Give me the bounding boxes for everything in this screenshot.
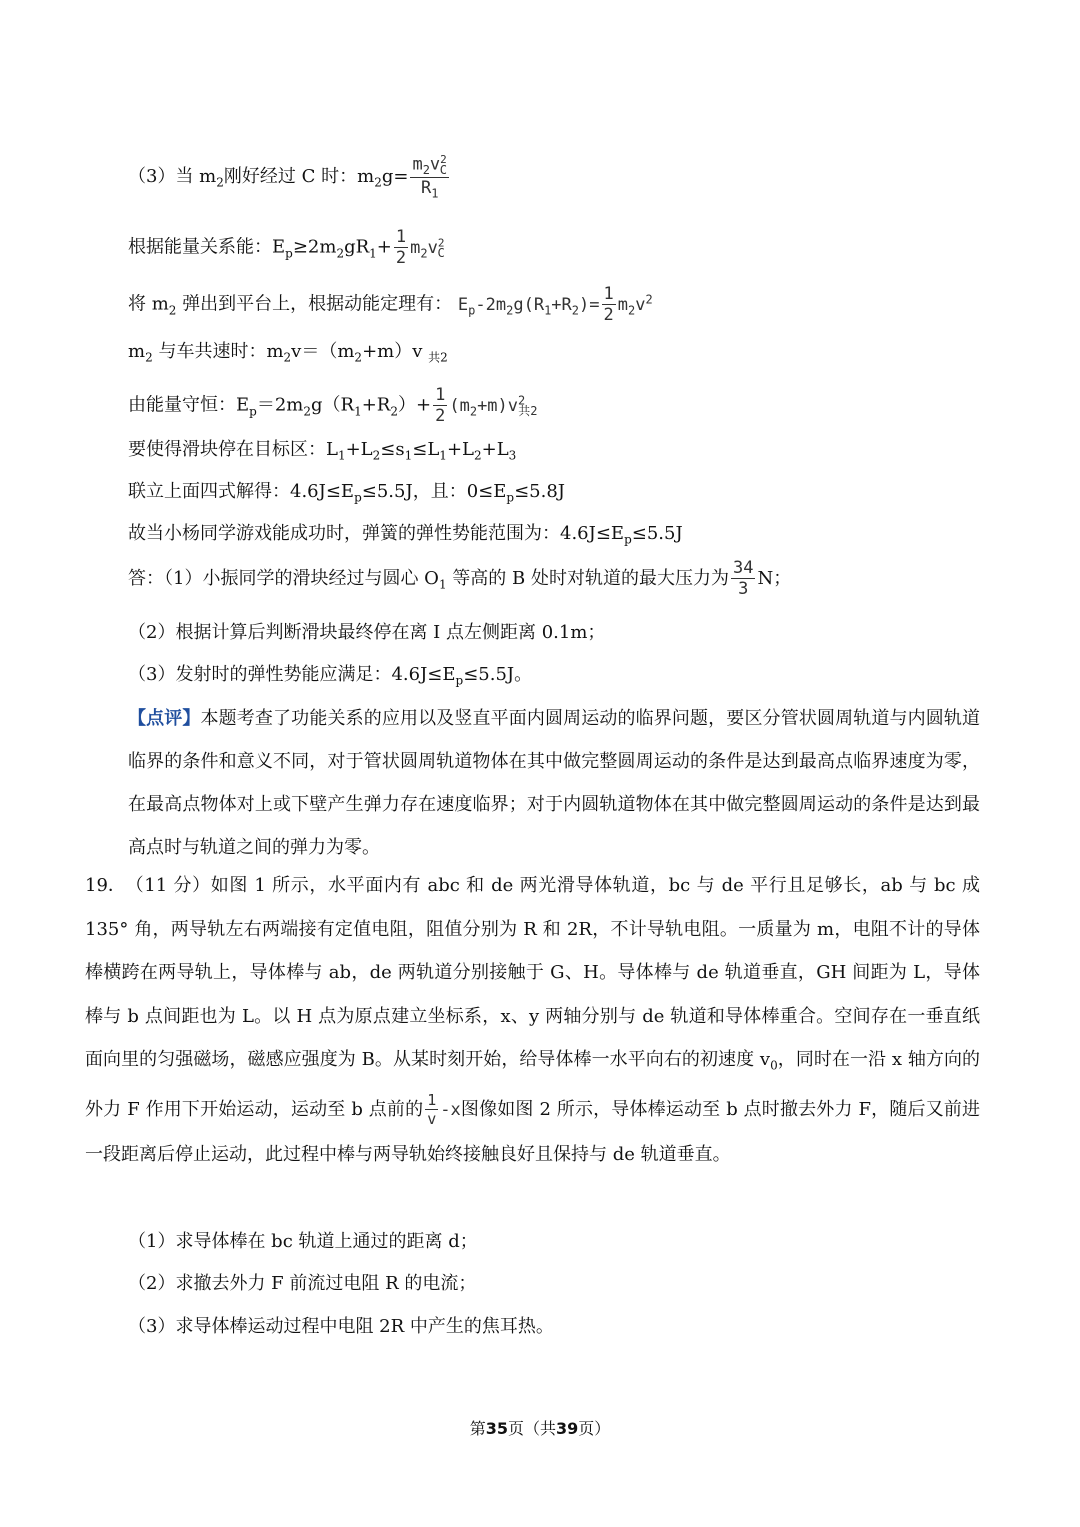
review-tag: 【点评】: [128, 708, 201, 729]
sub-question-1: （1）求导体棒在 bc 轨道上通过的距离 d；: [128, 1231, 478, 1252]
line-4: $m_2$ 与车共速时：$m_2v=(m_2+m)v$ $_{共2}$: [128, 341, 448, 365]
line-5: 由能量守恒：$E_p=2m_2g(R_1+R_2)+$ $\frac{1}{2}$ $(m_2+m)v^2_{共2}$: [128, 384, 538, 426]
fraction-1-over-v: $\frac{1}{v}$: [427, 1091, 437, 1129]
line-2: 根据能量关系能：$E_p\ge 2m_2gR_1+$ $\frac{1}{2}$ $m_2v^2_C$: [128, 226, 445, 268]
line-10: （2）根据计算后判断滑块最终停在离 I 点左侧距离 0.1m；: [128, 622, 606, 643]
question-number: 19．: [85, 875, 126, 896]
line-6: 要使得滑块停在目标区：$L_1+L_2\le s_1\le L_1+L_2+L_3$: [128, 439, 517, 463]
question-19: 19．（11 分）如图 1 所示，水平面内有 abc 和 de 两光滑导体轨道，bc 与 de 平行且足够长，ab 与 bc 成 135° 角，两导轨左右两端接有定值电阻，阻值分别为 R 和 2R，不计导轨电阻。一质量为 m，电阻不计的导体棒横跨在两导轨上，导体棒与 ab，de 两轨道分别接触于 G、H。导体棒与 de 轨道垂直，GH 间距为 L，导体棒与 b 点间距也为 L。以 H 点为原点建立坐标系，x、y 两轴分别与 de 轨道和导体棒重合。空间存在一垂直纸面向里的匀强磁场，磁感应强度为 B。从某时刻开始，给导体棒一水平向右的初速度 $v_0$，同时在一沿 x 轴方向的外力 F 作用下开始运动，运动至 b 点前的 $\frac{1}{v}$ -x图像如图 2 所示，导体棒运动至 b 点时撤去外力 F，随后又前进一段距离后停止运动，此过程中棒与两导轨始终接触良好且保持与 de 轨道垂直。: [85, 864, 980, 1176]
line-1: （3）当 $m_2$刚好经过 C 时：$m_2g=$ $\frac{m_2v^2_C}{R_1}$: [128, 153, 448, 201]
fraction-half: $\frac{1}{2}$: [395, 226, 407, 268]
fraction-m2vc2-over-r1: $\frac{m_2v^2_C}{R_1}$: [412, 153, 448, 201]
line-8: 故当小杨同学游戏能成功时，弹簧的弹性势能范围为：$4.6J\le E_p\le 5.5J$: [128, 523, 683, 547]
page-number: 35: [485, 1419, 508, 1438]
total-pages: 39: [556, 1419, 579, 1438]
sub-question-3: （3）求导体棒运动过程中电阻 2R 中产生的焦耳热。: [128, 1316, 554, 1337]
line-11: （3）发射时的弹性势能应满足：$4.6J\le E_p\le 5.5J$。: [128, 664, 533, 688]
line-7: 联立上面四式解得：$4.6J\le E_p\le 5.5J$，且：$0\le E_p\le 5.8J$: [128, 481, 565, 505]
fraction-34-over-3: $\frac{34}{3}$: [732, 558, 754, 599]
sub-question-2: （2）求撤去外力 F 前流过电阻 R 的电流；: [128, 1273, 477, 1294]
fraction-half: $\frac{1}{2}$: [603, 283, 614, 325]
line-9: 答：（1）小振同学的滑块经过与圆心 $O_1$ 等高的 B 处时对轨道的最大压力为 $\frac{34}{3}$ N；: [128, 558, 792, 599]
line-3: 将 $m_2$ 弹出到平台上，根据动能定理有： $E_p-2m_2g(R_1+R_2)=$ $\frac{1}{2}$ $m_2v^2$: [128, 283, 653, 325]
page-footer: 第35页（共39页）: [469, 1419, 611, 1438]
review-paragraph: 【点评】本题考查了功能关系的应用以及竖直平面内圆周运动的临界问题，要区分管状圆周轨道与内圆轨道临界的条件和意义不同，对于管状圆周轨道物体在其中做完整圆周运动的条件是达到最高点临界速度为零，在最高点物体对上或下壁产生弹力存在速度临界；对于内圆轨道物体在其中做完整圆周运动的条件是达到最高点时与轨道之间的弹力为零。: [128, 708, 981, 858]
fraction-half: $\frac{1}{2}$: [435, 384, 446, 426]
